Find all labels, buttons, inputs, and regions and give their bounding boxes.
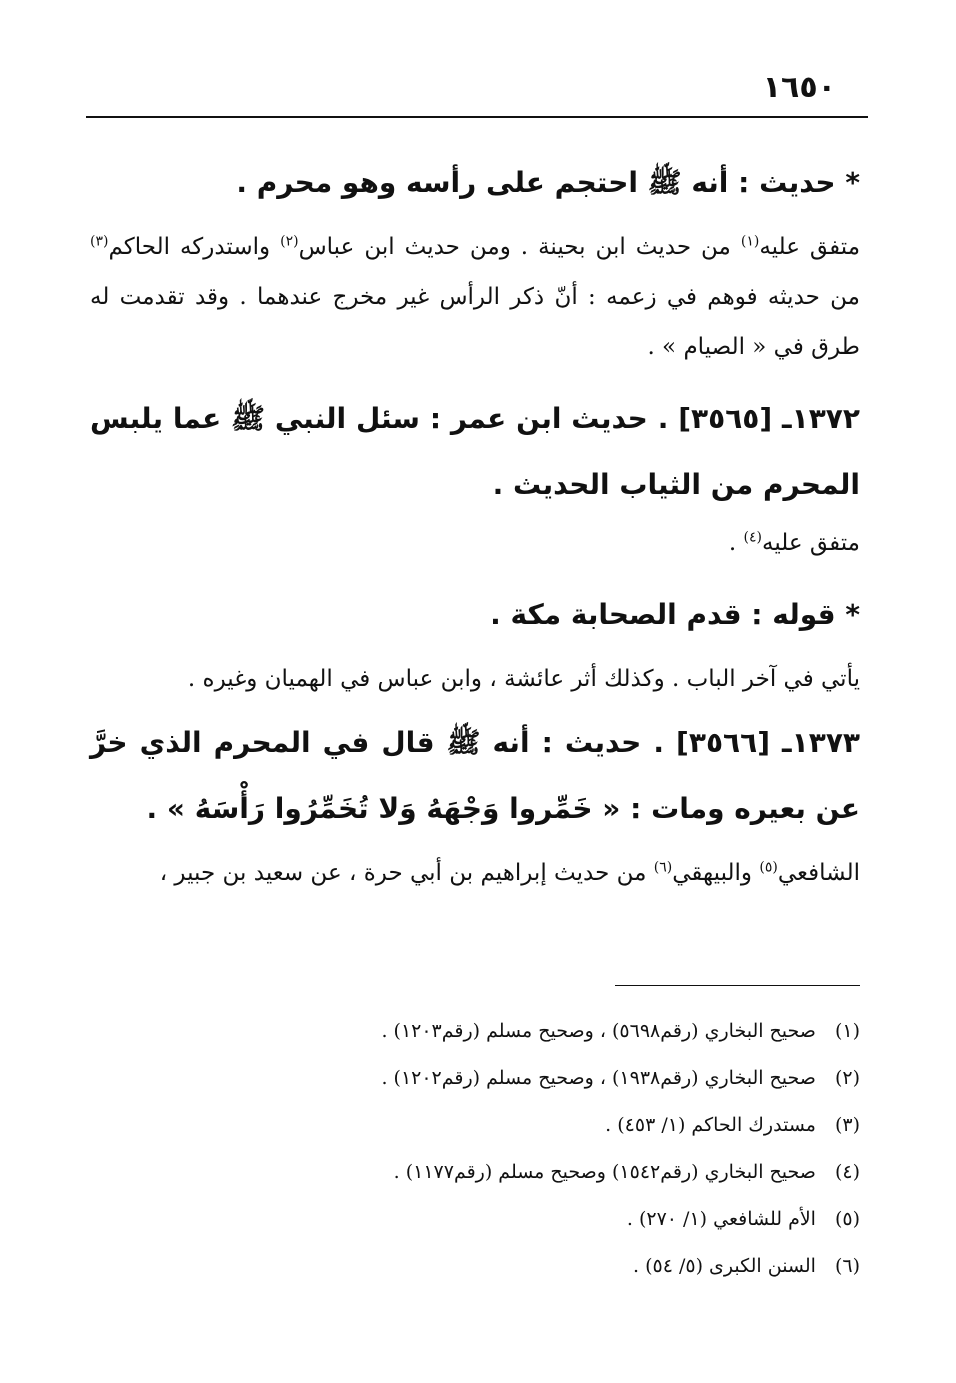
- footnote-text: صحيح البخاري (رقم١٩٣٨) ، وصحيح مسلم (رقم١٢٠٢) .: [381, 1067, 816, 1089]
- body-text: متفق عليه: [759, 234, 861, 260]
- header-rule: [86, 116, 868, 118]
- hadith-heading: ١٣٧٢ـ [٣٥٦٥] . حديث ابن عمر : سئل النبي ﷺ عما يلبس المحرم من الثياب الحديث .: [90, 402, 860, 501]
- body-text: متفق عليه: [762, 530, 860, 556]
- footnote-text: الأم للشافعي (١/ ٢٧٠) .: [626, 1208, 816, 1230]
- footnote: [90, 1149, 860, 1196]
- footnote-ref: (٣): [90, 233, 109, 250]
- section-body: [90, 518, 860, 568]
- hadith-heading: ١٣٧٣ـ [٣٥٦٦] . حديث : أنه ﷺ قال في المحرم الذي خرَّ عن بعيره ومات : « خَمِّروا وَجْهَهُ وَلا تُخَمِّرُوا رَأْسَهُ » .: [90, 726, 860, 825]
- section-body: [90, 222, 860, 372]
- footnotes: [90, 1008, 860, 1290]
- footnote-number: (٥): [834, 1208, 860, 1230]
- body-text: .: [728, 530, 744, 556]
- footnote-number: (٢): [834, 1067, 860, 1089]
- footnote-text: مستدرك الحاكم (١/ ٤٥٣) .: [605, 1114, 816, 1136]
- footnote-number: (٣): [834, 1114, 860, 1136]
- footnote-ref: (١): [740, 233, 760, 250]
- page-number: ١٦٥٠: [762, 70, 836, 105]
- body-text: والبيهقي: [672, 860, 760, 886]
- section-heading: * قوله : قدم الصحابة مكة .: [490, 598, 860, 631]
- footnote: [90, 1055, 860, 1102]
- body-text: من حديث ابن بحينة . ومن حديث ابن عباس: [298, 234, 741, 260]
- footnote-number: (٤): [834, 1161, 860, 1183]
- footnote-ref: (٥): [759, 859, 778, 876]
- footnote-number: (٦): [834, 1255, 860, 1277]
- footnote-ref: (٢): [280, 233, 299, 250]
- body-text: من حديث إبراهيم بن أبي حرة ، عن سعيد بن جبير ،: [159, 860, 654, 886]
- footnote-ref: (٤): [743, 529, 762, 546]
- footnote-number: (١): [834, 1020, 860, 1042]
- footnote-text: صحيح البخاري (رقم١٥٤٢) وصحيح مسلم (رقم١١٧٧) .: [393, 1161, 816, 1183]
- footnote-separator: [615, 985, 860, 986]
- footnote-text: السنن الكبرى (٥/ ٥٤) .: [633, 1255, 816, 1277]
- section-heading: * حديث : أنه ﷺ احتجم على رأسه وهو محرم .: [236, 166, 860, 199]
- body-text: من حديثه فوهم في زعمه : أنّ ذكر الرأس غير مخرج عندهما . وقد تقدمت له طرق في « الصيام » .: [90, 284, 860, 360]
- footnote: [90, 1102, 860, 1149]
- footnote-text: صحيح البخاري (رقم٥٦٩٨) ، وصحيح مسلم (رقم١٢٠٣) .: [381, 1020, 816, 1042]
- footnote: [90, 1243, 860, 1290]
- body-text: الشافعي: [777, 860, 860, 886]
- footnote: [90, 1196, 860, 1243]
- footnote-ref: (٦): [653, 859, 673, 876]
- footnote: [90, 1008, 860, 1055]
- body-text: واستدركه الحاكم: [108, 234, 281, 260]
- section-body: [90, 848, 860, 898]
- main-text: [90, 150, 860, 898]
- section-body: يأتي في آخر الباب . وكذلك أثر عائشة ، وابن عباس في الهميان وغيره .: [187, 666, 860, 692]
